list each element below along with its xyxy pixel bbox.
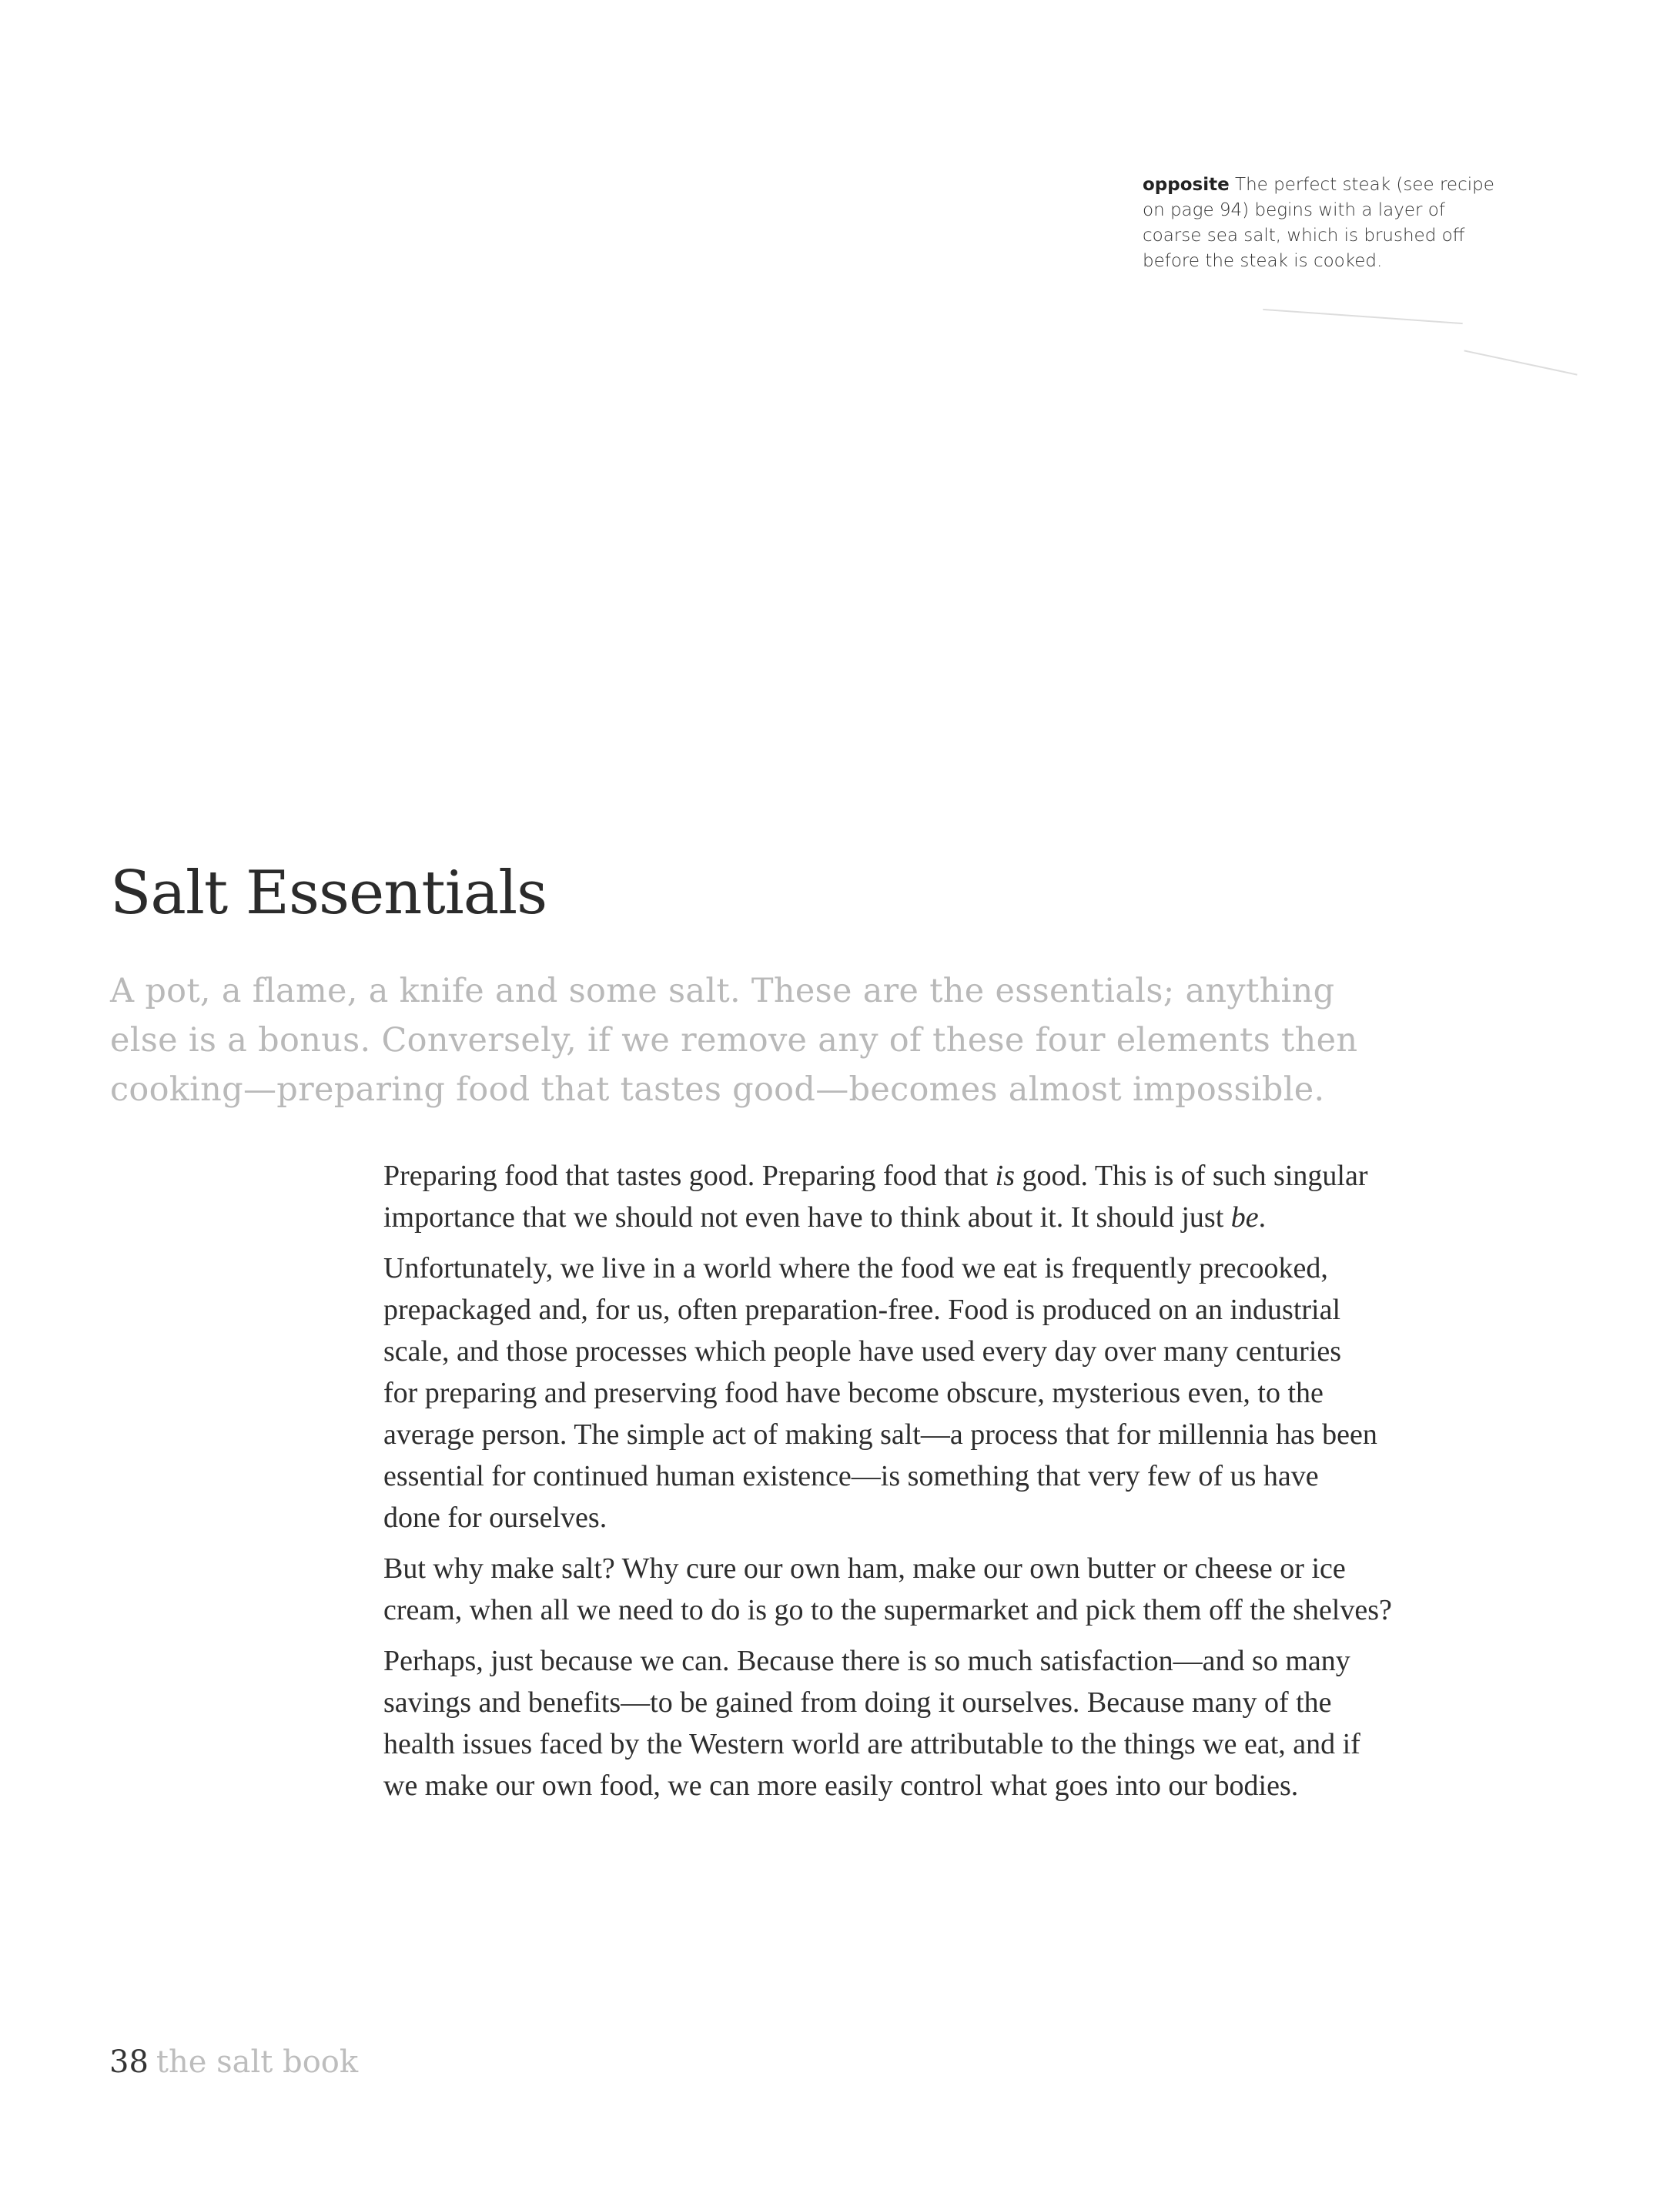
body-line: But why make salt? Why cure our own ham, make our own butter or cheese or ice: [383, 1552, 1346, 1585]
text-run: importance that we should not even have to think about it. It should just: [383, 1201, 1231, 1234]
text-run: Preparing food that tastes good. Preparing food that: [383, 1160, 996, 1192]
body-line: for preparing and preserving food have become obscure, mysterious even, to the: [383, 1377, 1324, 1409]
emphasis: be: [1230, 1201, 1259, 1234]
intro-paragraph: [110, 966, 1357, 1114]
body-line: Perhaps, just because we can. Because there is so much satisfaction—and so many: [383, 1645, 1350, 1677]
page-number: 38: [109, 2044, 149, 2080]
text-run: good. This is of such singular: [1015, 1160, 1368, 1192]
body-line: [383, 1197, 1523, 1238]
body-paragraph-2: [383, 1247, 1523, 1539]
scan-artifact: [1464, 350, 1577, 375]
caption-line: before the steak is cooked.: [1143, 251, 1383, 271]
body-paragraph-1: [383, 1155, 1523, 1238]
body-line: we make our own food, we can more easily control what goes into our bodies.: [383, 1770, 1299, 1802]
body-line: scale, and those processes which people have used every day over many centuries: [383, 1335, 1342, 1368]
body-line: prepackaged and, for us, often preparation-free. Food is produced on an industrial: [383, 1294, 1341, 1326]
body-line: done for ourselves.: [383, 1502, 607, 1534]
body-line: health issues faced by the Western world are attributable to the things we eat, and if: [383, 1728, 1360, 1760]
scan-artifact: [1263, 309, 1463, 324]
intro-line: A pot, a flame, a knife and some salt. These are the essentials; anything: [110, 972, 1335, 1010]
running-title: the salt book: [156, 2044, 359, 2080]
caption-line: coarse sea salt, which is brushed off: [1143, 226, 1465, 246]
emphasis: is: [995, 1160, 1016, 1192]
body-line: essential for continued human existence—is something that very few of us have: [383, 1460, 1319, 1492]
body-paragraph-3: [383, 1548, 1523, 1631]
page-title: Salt Essentials: [110, 859, 547, 928]
body-line: [383, 1155, 1523, 1197]
intro-line: cooking—preparing food that tastes good—becomes almost impossible.: [110, 1070, 1325, 1109]
caption-line: on page 94) begins with a layer of: [1143, 200, 1445, 220]
body-line: average person. The simple act of making salt—a process that for millennia has been: [383, 1418, 1377, 1451]
body-text: [383, 1155, 1523, 1816]
intro-line: else is a bonus. Conversely, if we remove any of these four elements then: [110, 1021, 1358, 1060]
caption-line: The perfect steak (see recipe: [1235, 175, 1494, 195]
body-line: cream, when all we need to do is go to the supermarket and pick them off the shelves?: [383, 1594, 1392, 1626]
photo-caption: [1143, 172, 1543, 274]
caption-label: opposite: [1143, 175, 1230, 195]
body-paragraph-4: [383, 1640, 1523, 1807]
body-line: savings and benefits—to be gained from doing it ourselves. Because many of the: [383, 1686, 1332, 1719]
text-run: .: [1258, 1201, 1267, 1234]
page-footer: [109, 2044, 358, 2080]
body-line: Unfortunately, we live in a world where the food we eat is frequently precooked,: [383, 1252, 1328, 1284]
